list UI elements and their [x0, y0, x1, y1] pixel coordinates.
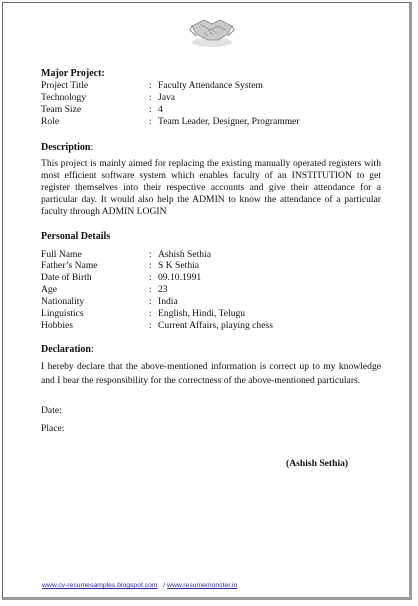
kv-separator: :: [149, 319, 152, 331]
kv-value: 4: [158, 103, 163, 115]
kv-separator: :: [149, 272, 152, 284]
kv-value: S K Sethia: [158, 260, 200, 272]
description-colon: :: [90, 141, 94, 153]
declaration-colon: :: [91, 343, 94, 355]
kv-separator: :: [149, 308, 152, 320]
major-project-heading: Major Project:: [41, 68, 105, 79]
major-project-section: [41, 68, 381, 128]
kv-value: 23: [158, 284, 168, 296]
kv-value: Ashish Sethia: [158, 248, 212, 260]
footer-link-cv-resumesamples[interactable]: www.cv-resumesamples.blogspot.com: [42, 582, 158, 589]
personal-details-heading: Personal Details: [41, 230, 111, 242]
kv-separator: :: [149, 296, 152, 308]
kv-label: Father’s Name: [41, 260, 98, 272]
kv-row: [41, 260, 381, 272]
kv-separator: :: [149, 260, 152, 272]
kv-label: Team Size: [41, 103, 82, 115]
kv-value: Java: [158, 91, 176, 103]
kv-label: Date of Birth: [41, 272, 92, 284]
kv-separator: :: [149, 115, 152, 127]
kv-row: [41, 116, 381, 128]
kv-separator: :: [149, 80, 152, 91]
kv-row: [41, 80, 381, 92]
declaration-heading-text: Declaration: [41, 343, 91, 355]
handshake-icon: [188, 12, 236, 50]
description-heading: [41, 142, 381, 154]
kv-label: Hobbies: [41, 319, 73, 331]
footer-separator-slash: /: [163, 582, 166, 589]
date-label: Date:: [41, 404, 62, 416]
personal-details-section: [41, 231, 381, 332]
kv-value: Team Leader, Designer, Programmer: [158, 115, 300, 127]
declaration-heading: [41, 344, 381, 356]
kv-row: [41, 284, 381, 296]
kv-separator: :: [149, 103, 152, 115]
kv-label: Project Title: [41, 80, 89, 91]
kv-separator: :: [149, 284, 152, 296]
place-label: Place:: [41, 422, 65, 434]
footer-links: [42, 582, 237, 589]
declaration-section: [41, 344, 381, 435]
kv-value: Faculty Attendance System: [158, 80, 263, 91]
kv-value: English, Hindi, Telugu: [158, 308, 246, 320]
kv-value: Current Affairs, playing chess: [158, 319, 273, 331]
footer-link-resumemonster[interactable]: www.resumemonster.in: [167, 582, 238, 589]
kv-label: Role: [41, 115, 60, 127]
kv-row: [41, 92, 381, 104]
declaration-text: I hereby declare that the above-mentioned information is correct up to my knowledge and I bear the responsibility for the correctness of the above-mentioned particulars.: [41, 360, 381, 386]
resume-content: [41, 68, 381, 435]
kv-separator: :: [149, 248, 152, 260]
kv-value: 09.10.1991: [158, 272, 202, 284]
kv-label: Age: [41, 284, 57, 296]
kv-row: [41, 296, 381, 308]
kv-label: Technology: [41, 91, 87, 103]
description-text: This project is mainly aimed for replacing the existing manually operated registers with most efficient software system which enables faculty of an INSTITUTION to get register themselves into their respective accounts and give their attendance for a particular day. It would also help the ADMIN to know the attendance of a particular faculty through ADMIN LOGIN: [41, 157, 381, 217]
description-heading-text: Description: [41, 141, 91, 153]
kv-row: [41, 320, 381, 332]
kv-row: [41, 104, 381, 116]
kv-row: [41, 249, 381, 261]
description-section: [41, 142, 381, 218]
kv-value: India: [158, 296, 178, 308]
kv-label: Full Name: [41, 248, 82, 260]
kv-row: [41, 272, 381, 284]
kv-label: Nationality: [41, 296, 85, 308]
kv-separator: :: [149, 91, 152, 103]
signature-name: (Ashish Sethia): [286, 458, 349, 469]
kv-label: Linguistics: [41, 308, 84, 320]
kv-row: [41, 308, 381, 320]
